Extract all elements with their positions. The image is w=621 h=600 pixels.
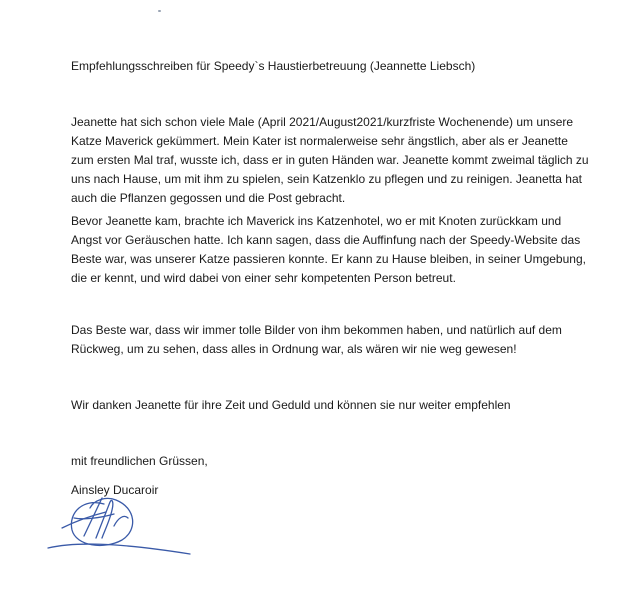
closing-greeting: mit freundlichen Grüssen, xyxy=(71,454,208,468)
handwritten-signature xyxy=(44,488,194,563)
scan-speck xyxy=(158,10,161,12)
paragraph-1: Jeanette hat sich schon viele Male (April 2021/August2021/kurzfriste Wochenende) um unsere Katze Maverick gekümmert. Mein Kater ist normalerweise sehr ängstlich, aber als er Jeanette zum ersten Mal traf, wusste ich, dass er in guten Händen war. Jeanette kommt zweimal täglich zu uns nach Hause, um mit ihm zu spielen, sein Katzenklo zu pflegen und zu reinigen. Jeanetta hat auch die Pflanzen gegossen und die Post gebracht. xyxy=(71,115,589,205)
paragraph-3: Das Beste war, dass wir immer tolle Bilder von ihm bekommen haben, und natürlich auf dem Rückweg, um zu sehen, dass alles in Ordnung war, als wären wir nie weg gewesen! xyxy=(71,323,562,356)
paragraph-4: Wir danken Jeanette für ihre Zeit und Geduld und können sie nur weiter empfehlen xyxy=(71,398,511,412)
signer-name: Ainsley Ducaroir xyxy=(71,483,159,497)
paragraph-2: Bevor Jeanette kam, brachte ich Maverick ins Katzenhotel, wo er mit Knoten zurückkam und Angst vor Geräuschen hatte. Ich kann sagen, dass die Auffinfung nach der Speedy-Website das Beste war, was unserer Katze passieren konnte. Er kann zu Hause bleiben, in seiner Umgebung, die er kennt, und wird dabei von einer sehr kompetenten Person betreut. xyxy=(71,214,586,285)
letter-subject: Empfehlungsschreiben für Speedy`s Haustierbetreuung (Jeannette Liebsch) xyxy=(71,59,476,73)
